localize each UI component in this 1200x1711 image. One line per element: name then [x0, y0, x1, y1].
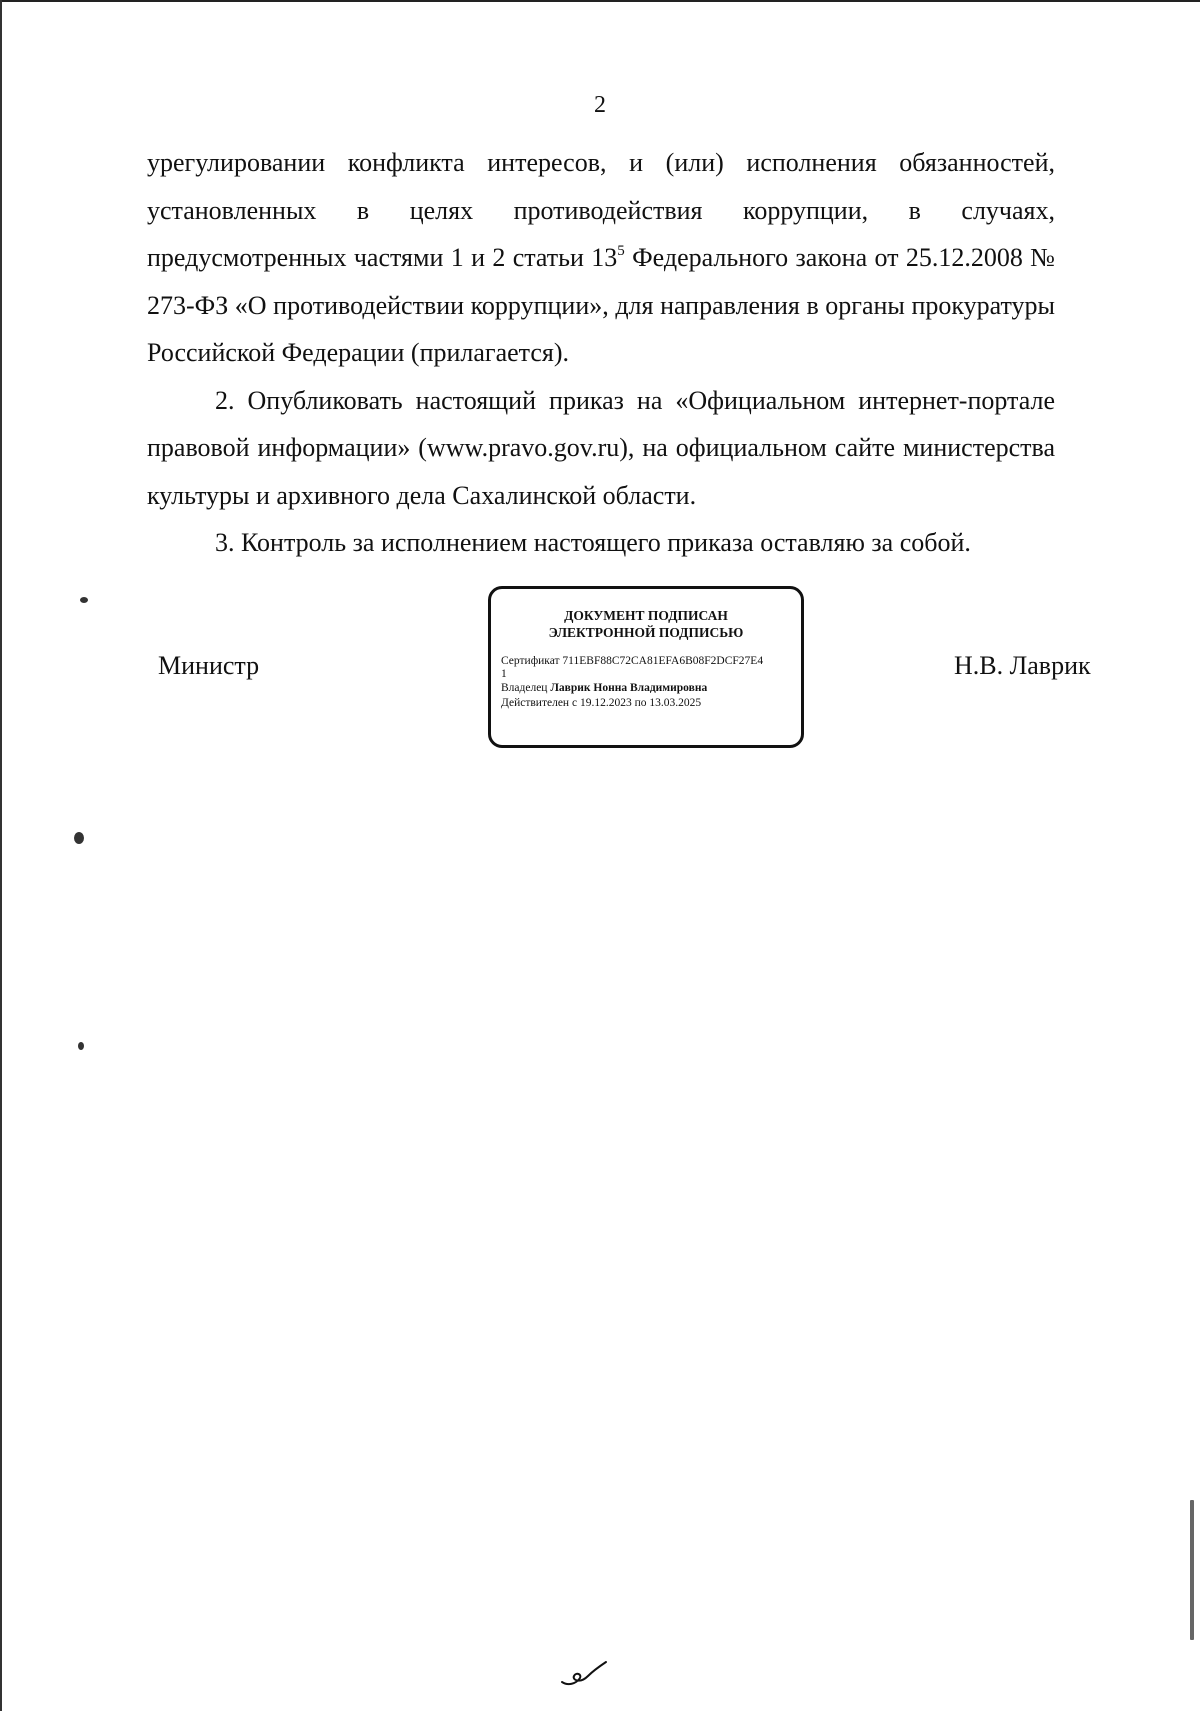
scan-speck [78, 1042, 84, 1050]
stamp-certificate [501, 655, 791, 681]
stamp-owner-label: Владелец [501, 682, 548, 694]
stamp-heading-line-2: ЭЛЕКТРОННОЙ ПОДПИСЬЮ [548, 625, 744, 640]
paragraph-text: 3. Контроль за исполнением настоящего приказа оставляю за собой. [215, 528, 971, 557]
superscript: 5 [617, 243, 625, 259]
handwritten-mark-icon [558, 1660, 608, 1690]
body-text [147, 139, 1055, 567]
stamp-heading-line-1: ДОКУМЕНТ ПОДПИСАН [564, 608, 728, 623]
top-scan-border [0, 0, 1200, 2]
paragraph-text: Федерального закона от 25.12.2008 № 273-ФЗ «О противодействии коррупции», для направления в органы прокуратуры Российской Федерации (прилагается). [147, 243, 1055, 367]
scan-edge-noise [1190, 1500, 1194, 1640]
left-scan-border [0, 0, 2, 1711]
stamp-owner-name: Лаврик Нонна Владимировна [550, 682, 708, 694]
stamp-certificate-value-cont: 1 [501, 668, 507, 680]
stamp-certificate-label: Сертификат [501, 655, 560, 667]
scan-speck [74, 832, 84, 844]
signer-position: Министр [158, 651, 260, 680]
paragraph-item-3 [147, 519, 1055, 567]
stamp-owner [501, 681, 791, 696]
electronic-signature-stamp [488, 586, 804, 748]
paragraph-continuation [147, 139, 1055, 377]
stamp-certificate-value: 711EBF88C72CA81EFA6B08F2DCF27E4 [562, 655, 764, 667]
signer-name: Н.В. Лаврик [954, 651, 1091, 680]
paragraph-text: 2. Опубликовать настоящий приказ на «Официальном интернет-портале правовой информации» (www.pravo.gov.ru), на официальном сайте министерства культуры и архивного дела Сахалинской области. [147, 385, 1055, 510]
scan-speck [80, 597, 88, 603]
paragraph-item-2 [147, 377, 1055, 520]
page-number: 2 [594, 92, 606, 118]
stamp-validity: Действителен с 19.12.2023 по 13.03.2025 [501, 697, 702, 709]
paragraph-text: урегулировании конфликта интересов, и (или) исполнения обязанностей, установленных в целях противодействия коррупции, в случаях, предусмотренных частями 1 и 2 статьи 13 [147, 148, 1055, 272]
